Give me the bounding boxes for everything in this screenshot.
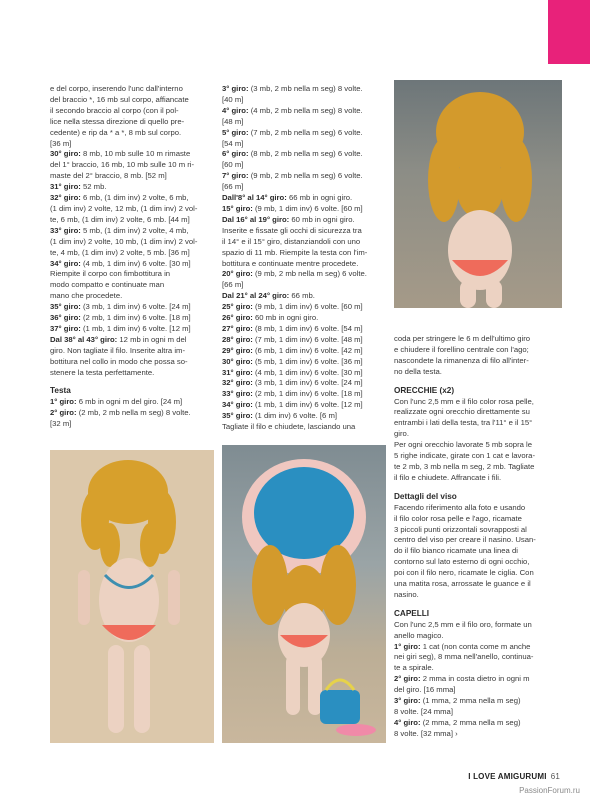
round-label: 1° giro:: [394, 641, 421, 651]
text-line: Per ogni orecchio lavorate 5 mb sopra le: [394, 440, 533, 450]
round-label: 4° giro:: [222, 105, 249, 115]
text-line: Facendo riferimento alla foto e usando: [394, 502, 526, 512]
section-heading: Dettagli del viso: [394, 491, 457, 501]
text-line: nasino.: [394, 589, 419, 599]
text-line: Dall'8° al 14° giro: 66 mb in ogni giro.: [222, 193, 353, 203]
text-line: 29° giro: (6 mb, 1 dim inv) 6 volte. [42 m]: [222, 345, 363, 355]
text-line: Dal 21° al 24° giro: 66 mb.: [222, 291, 315, 301]
round-label: 35° giro:: [222, 411, 253, 421]
text-line: nei giri seg), 8 mma nell'anello, continua-: [394, 652, 534, 662]
round-label: 30° giro:: [50, 149, 81, 159]
paragraph-gap: [394, 484, 562, 492]
text-line: giro.: [394, 429, 409, 439]
text-line: [54 m]: [222, 138, 244, 148]
page-footer: [468, 772, 560, 781]
text-line: 33° giro: (2 mb, 1 dim inv) 6 volte. [18 m]: [222, 389, 363, 399]
text-line: lice nella stessa direzione di quello pre-: [50, 116, 185, 126]
round-label: Dal 16° al 19° giro:: [222, 214, 290, 224]
text-line: centro del viso per creare il nasino. Usan-: [394, 535, 536, 545]
text-line: il 14° e il 15° giro, distanziandoli con uno: [222, 236, 361, 246]
round-label: 35° giro:: [50, 302, 81, 312]
text-line: spazio di 11 mb. Riempite la testa con l'im-: [222, 247, 368, 257]
round-label: 36° giro:: [50, 313, 81, 323]
round-label: Dal 21° al 24° giro:: [222, 291, 290, 301]
round-label: 31° giro:: [222, 367, 253, 377]
text-line: del giro. [16 mma]: [394, 685, 456, 695]
section-heading: ORECCHIE (x2): [394, 385, 455, 395]
text-line: 35° giro: (1 dim inv) 6 volte. [6 m]: [222, 411, 338, 421]
text-line: Inserite e fissate gli occhi di sicurezza tra: [222, 225, 362, 235]
text-line: 3° giro: (1 mma, 2 mma nella m seg): [394, 696, 521, 706]
text-line: 8 volte. [32 mma] ›: [394, 728, 458, 738]
text-line: mano che procedete.: [50, 291, 123, 301]
round-label: 6° giro:: [222, 149, 249, 159]
round-label: 1° giro:: [50, 397, 77, 407]
text-line: bottitura nel collo in modo che possa so-: [50, 356, 188, 366]
text-line: Dal 38° al 43° giro: 12 mb in ogni m del: [50, 334, 187, 344]
round-label: 3° giro:: [394, 696, 421, 706]
text-line: 8 volte. [24 mma]: [394, 707, 453, 716]
text-line: 31° giro: 52 mb.: [50, 182, 107, 192]
watermark: PassionForum.ru: [519, 786, 580, 795]
text-line: il filo color rosa pelle e l'ago, ricamate: [394, 513, 522, 523]
round-label: 5° giro:: [222, 127, 249, 137]
text-line: coda per stringere le 6 m dell'ultimo giro: [394, 334, 531, 343]
text-line: poi con il filo nero, ricamate le ciglia. Con: [394, 568, 534, 578]
round-label: 2° giro:: [394, 674, 421, 684]
text-line: no della testa.: [394, 366, 442, 376]
text-line: bottitura e continuate mentre procedete.: [222, 258, 359, 268]
text-line: una matita rosa, arrossate le guance e il: [394, 579, 531, 589]
text-line: nascondete la rimanenza di filo all'inter-: [394, 355, 529, 365]
text-line: 36° giro: (2 mb, 1 dim inv) 6 volte. [18 m]: [50, 313, 191, 323]
round-label: 37° giro:: [50, 323, 81, 333]
text-line: 2° giro: 2 mma in costa dietro in ogni m: [394, 674, 530, 684]
round-label: 29° giro:: [222, 345, 253, 355]
round-label: 34° giro:: [222, 400, 253, 410]
round-label: 33° giro:: [222, 389, 253, 399]
round-label: 28° giro:: [222, 334, 253, 344]
text-line: [32 m]: [50, 419, 72, 429]
text-line: 33° giro: 5 mb, (1 dim inv) 2 volte, 4 mb,: [50, 225, 189, 235]
text-line: 1° giro: 6 mb in ogni m del giro. [24 m]: [50, 397, 183, 407]
text-line: 4° giro: (4 mb, 2 mb nella m seg) 8 volte.: [222, 105, 363, 115]
doll-photo-blue-hat: [222, 445, 386, 743]
text-line: del 1° braccio, 16 mb, 10 mb sulle 10 m ri-: [50, 160, 195, 170]
text-line: anello magico.: [394, 630, 444, 640]
text-line: contorno sul lato esterno di ogni occhio,: [394, 557, 530, 567]
text-line: [66 m]: [222, 182, 244, 192]
round-label: 34° giro:: [50, 258, 81, 268]
text-line: 34° giro: (1 mb, 1 dim inv) 6 volte. [12 m]: [222, 400, 363, 410]
text-line: (1 dim inv) 2 volte, 12 mb, (1 dim inv) 2 vol-: [50, 203, 198, 213]
section-heading: CAPELLI: [394, 608, 430, 618]
text-line: 7° giro: (9 mb, 2 mb nella m seg) 6 volte.: [222, 171, 363, 181]
round-label: 27° giro:: [222, 323, 253, 333]
doll-photo-lying: [50, 450, 214, 743]
text-line: e chiudere il forellino centrale con l'ago;: [394, 344, 529, 354]
text-line: Con l'unc 2,5 mm e il filo color rosa pelle,: [394, 396, 534, 406]
text-line: 28° giro: (7 mb, 1 dim inv) 6 volte. [48 m]: [222, 334, 363, 344]
magenta-corner-tab: [548, 0, 590, 64]
text-line: 35° giro: (3 mb, 1 dim inv) 6 volte. [24 m]: [50, 302, 191, 312]
paragraph-gap: [394, 378, 562, 386]
text-line: 2° giro: (2 mb, 2 mb nella m seg) 8 volte.: [50, 408, 191, 418]
text-line: do il filo bianco ricamate una linea di: [394, 546, 518, 556]
round-label: 2° giro:: [50, 408, 77, 418]
text-line: il filo e chiudete. Affrancate i fili.: [394, 472, 502, 482]
text-line: Con l'unc 2,5 mm e il filo oro, formate un: [394, 619, 532, 629]
section-heading: Testa: [50, 386, 71, 396]
text-line: giro. Non tagliate il filo. Inserite altra im-: [50, 345, 186, 355]
round-label: 20° giro:: [222, 269, 253, 279]
text-column-3: [394, 334, 562, 740]
text-line: 30° giro: 8 mb, 10 mb sulle 10 m rimaste: [50, 149, 191, 159]
text-column-1: [50, 84, 214, 430]
text-line: 3 piccoli punti orizzontali sovrapposti al: [394, 524, 527, 534]
round-label: Dall'8° al 14° giro:: [222, 193, 287, 203]
text-line: 34° giro: (4 mb, 1 dim inv) 6 volte. [30 m]: [50, 258, 191, 268]
round-label: 32° giro:: [50, 193, 81, 203]
text-line: Tagliate il filo e chiudete, lasciando una: [222, 422, 356, 432]
text-line: 30° giro: (5 mb, 1 dim inv) 6 volte. [36 m]: [222, 356, 363, 366]
text-line: e del corpo, inserendo l'unc dall'interno: [50, 84, 183, 93]
text-line: 37° giro: (1 mb, 1 dim inv) 6 volte. [12 m]: [50, 323, 191, 333]
round-label: 32° giro:: [222, 378, 253, 388]
text-line: 15° giro: (9 mb, 1 dim inv) 6 volte. [60 m]: [222, 203, 363, 213]
text-column-2: [222, 84, 386, 433]
text-line: del braccio *, 16 mb sul corpo, affiancate: [50, 94, 189, 104]
round-label: 3° giro:: [222, 84, 249, 93]
paragraph-gap: [50, 378, 214, 386]
round-label: 7° giro:: [222, 171, 249, 181]
text-line: entrambi i lati della testa, tra l'11° e il 15°: [394, 418, 533, 428]
text-line: [66 m]: [222, 280, 244, 290]
round-label: 31° giro:: [50, 182, 81, 192]
text-line: il secondo braccio al corpo (con il pol-: [50, 105, 179, 115]
text-line: maste del 2° braccio, 8 mb. [52 m]: [50, 171, 167, 181]
paragraph-gap: [394, 601, 562, 609]
text-line: Dal 16° al 19° giro: 60 mb in ogni giro.: [222, 214, 355, 224]
round-label: 33° giro:: [50, 225, 81, 235]
round-label: 26° giro:: [222, 313, 253, 323]
round-label: 30° giro:: [222, 356, 253, 366]
round-label: 4° giro:: [394, 717, 421, 727]
text-line: modo compatto e continuate man: [50, 280, 165, 290]
text-line: 3° giro: (3 mb, 2 mb nella m seg) 8 volte.: [222, 84, 363, 93]
round-label: 25° giro:: [222, 302, 253, 312]
text-line: cedente) e rip da * a *, 8 mb sul corpo.: [50, 127, 182, 137]
round-label: Dal 38° al 43° giro:: [50, 334, 118, 344]
text-line: 5 righe indicate, girate con 1 cat e lavora-: [394, 451, 536, 461]
page-number: 61: [550, 772, 560, 781]
text-line: 31° giro: (4 mb, 1 dim inv) 6 volte. [30 m]: [222, 367, 363, 377]
text-line: stenere la testa perfettamente.: [50, 367, 155, 377]
text-line: 20° giro: (9 mb, 2 mb nella m seg) 6 volte.: [222, 269, 367, 279]
text-line: te a spirale.: [394, 663, 434, 673]
round-label: 15° giro:: [222, 203, 253, 213]
text-line: te, 6 mb, (1 dim inv) 2 volte, 6 mb. [44 m]: [50, 214, 190, 224]
text-line: [48 m]: [222, 116, 244, 126]
text-line: 4° giro: (2 mma, 2 mma nella m seg): [394, 717, 521, 727]
text-line: [60 m]: [222, 160, 244, 170]
text-line: 26° giro: 60 mb in ogni giro.: [222, 313, 319, 323]
text-line: 32° giro: (3 mb, 1 dim inv) 6 volte. [24 m]: [222, 378, 363, 388]
text-line: te 2 mb, 3 mb nella m seg, 2 mb. Tagliate: [394, 461, 535, 471]
text-line: 27° giro: (8 mb, 1 dim inv) 6 volte. [54 m]: [222, 323, 363, 333]
magazine-name: I LOVE AMIGURUMI: [468, 772, 547, 781]
text-line: 5° giro: (7 mb, 2 mb nella m seg) 6 volte.: [222, 127, 363, 137]
text-line: 32° giro: 6 mb, (1 dim inv) 2 volte, 6 mb,: [50, 193, 189, 203]
text-line: 25° giro: (9 mb, 1 dim inv) 6 volte. [60 m]: [222, 302, 363, 312]
text-line: [40 m]: [222, 94, 244, 104]
text-line: te, 4 mb, (1 dim inv) 2 volte, 5 mb. [36 m]: [50, 247, 190, 257]
text-line: realizzate ogni orecchio direttamente su: [394, 407, 530, 417]
doll-photo-back-rocks: [394, 80, 562, 308]
text-line: Riempite il corpo con fimbottitura in: [50, 269, 171, 279]
text-line: [36 m]: [50, 138, 72, 148]
text-line: (1 dim inv) 2 volte, 10 mb, (1 dim inv) 2 vol-: [50, 236, 198, 246]
text-line: 1° giro: 1 cat (non conta come m anche: [394, 641, 531, 651]
text-line: 6° giro: (8 mb, 2 mb nella m seg) 6 volte.: [222, 149, 363, 159]
